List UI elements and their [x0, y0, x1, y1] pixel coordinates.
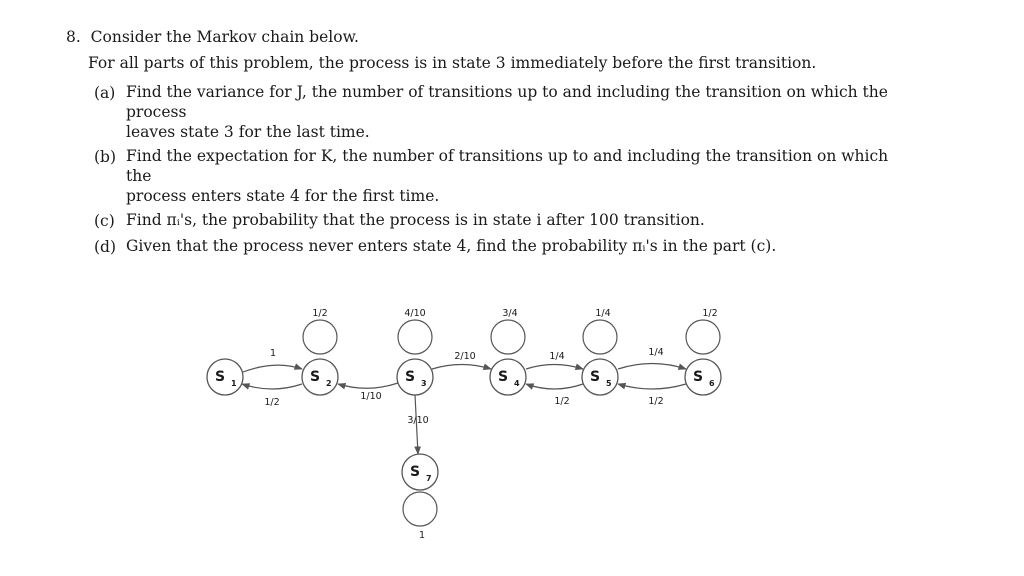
- prob-s6-s6: 1/2: [702, 308, 718, 319]
- part-text-continued: leaves state 3 for the last time.: [126, 123, 370, 141]
- prob-s3-s2: 1/10: [360, 391, 382, 402]
- state-subscript: 3: [421, 379, 427, 388]
- prob-s4-s4: 3/4: [502, 308, 518, 319]
- part-text: Find the variance for J, the number of transitions up to and including the transition on which the process: [126, 83, 888, 121]
- state-label: S: [497, 369, 509, 385]
- part-label: (c): [94, 212, 115, 230]
- prob-s4-s5: 1/4: [549, 351, 565, 362]
- prob-s5-s6: 1/4: [648, 347, 664, 358]
- part-text: Find the expectation for K, the number of transitions up to and including the transition on which the: [126, 147, 889, 185]
- edge-s2-s1: [242, 384, 302, 389]
- state-s7: [402, 454, 438, 490]
- edge-s3-s2: [338, 383, 398, 388]
- state-subscript: 5: [606, 379, 612, 388]
- part-label: (d): [94, 238, 117, 256]
- edge-s6-s5: [618, 384, 686, 389]
- part-text-continued: process enters state 4 for the first time.: [126, 187, 440, 205]
- state-subscript: 4: [514, 379, 520, 388]
- prob-s2-s1: 1/2: [264, 397, 280, 408]
- self-loop-s4: [491, 320, 525, 354]
- state-label: S: [589, 369, 601, 385]
- part-label: (b): [94, 148, 117, 166]
- state-label: S: [692, 369, 704, 385]
- state-s2: [302, 359, 338, 395]
- edge-s1-s2: [243, 365, 302, 372]
- problem-title: Consider the Markov chain below.: [90, 28, 359, 46]
- state-s3: [397, 359, 433, 395]
- state-subscript: 7: [426, 474, 432, 483]
- part-text: Find πᵢ's, the probability that the process is in state i after 100 transition.: [126, 211, 705, 229]
- edge-s5-s6: [618, 364, 686, 370]
- problem-intro: For all parts of this problem, the process is in state 3 immediately before the first transition.: [88, 54, 817, 72]
- prob-s6-s5: 1/2: [648, 396, 664, 407]
- edge-s3-s4: [432, 365, 491, 370]
- state-label: S: [309, 369, 321, 385]
- prob-s1-s2: 1: [269, 348, 277, 359]
- self-loop-s5: [583, 320, 617, 354]
- prob-s3-s4: 2/10: [454, 351, 476, 362]
- state-label: S: [404, 369, 416, 385]
- state-subscript: 2: [326, 379, 332, 388]
- self-loop-s2: [303, 320, 337, 354]
- self-loop-s7: [403, 492, 437, 526]
- prob-s2-s2: 1/2: [312, 308, 328, 319]
- edge-s5-s4: [526, 384, 583, 389]
- prob-s5-s5: 1/4: [595, 308, 611, 319]
- state-s6: [685, 359, 721, 395]
- part-text: Given that the process never enters state 4, find the probability πᵢ's in the part (c).: [126, 237, 777, 255]
- prob-s3-s7: 3/10: [407, 415, 429, 426]
- prob-s5-s4: 1/2: [554, 396, 570, 407]
- state-s5: [582, 359, 618, 395]
- state-subscript: 6: [709, 379, 715, 388]
- prob-s3-s3: 4/10: [404, 308, 426, 319]
- state-s4: [490, 359, 526, 395]
- part-label: (a): [94, 84, 116, 102]
- problem-number: 8.: [66, 28, 81, 46]
- self-loop-s6: [686, 320, 720, 354]
- state-s1: [207, 359, 243, 395]
- self-loop-s3: [398, 320, 432, 354]
- state-subscript: 1: [231, 379, 237, 388]
- state-label: S: [409, 464, 421, 480]
- prob-s7-s7: 1: [418, 530, 426, 541]
- state-label: S: [214, 369, 226, 385]
- edge-s4-s5: [526, 365, 583, 370]
